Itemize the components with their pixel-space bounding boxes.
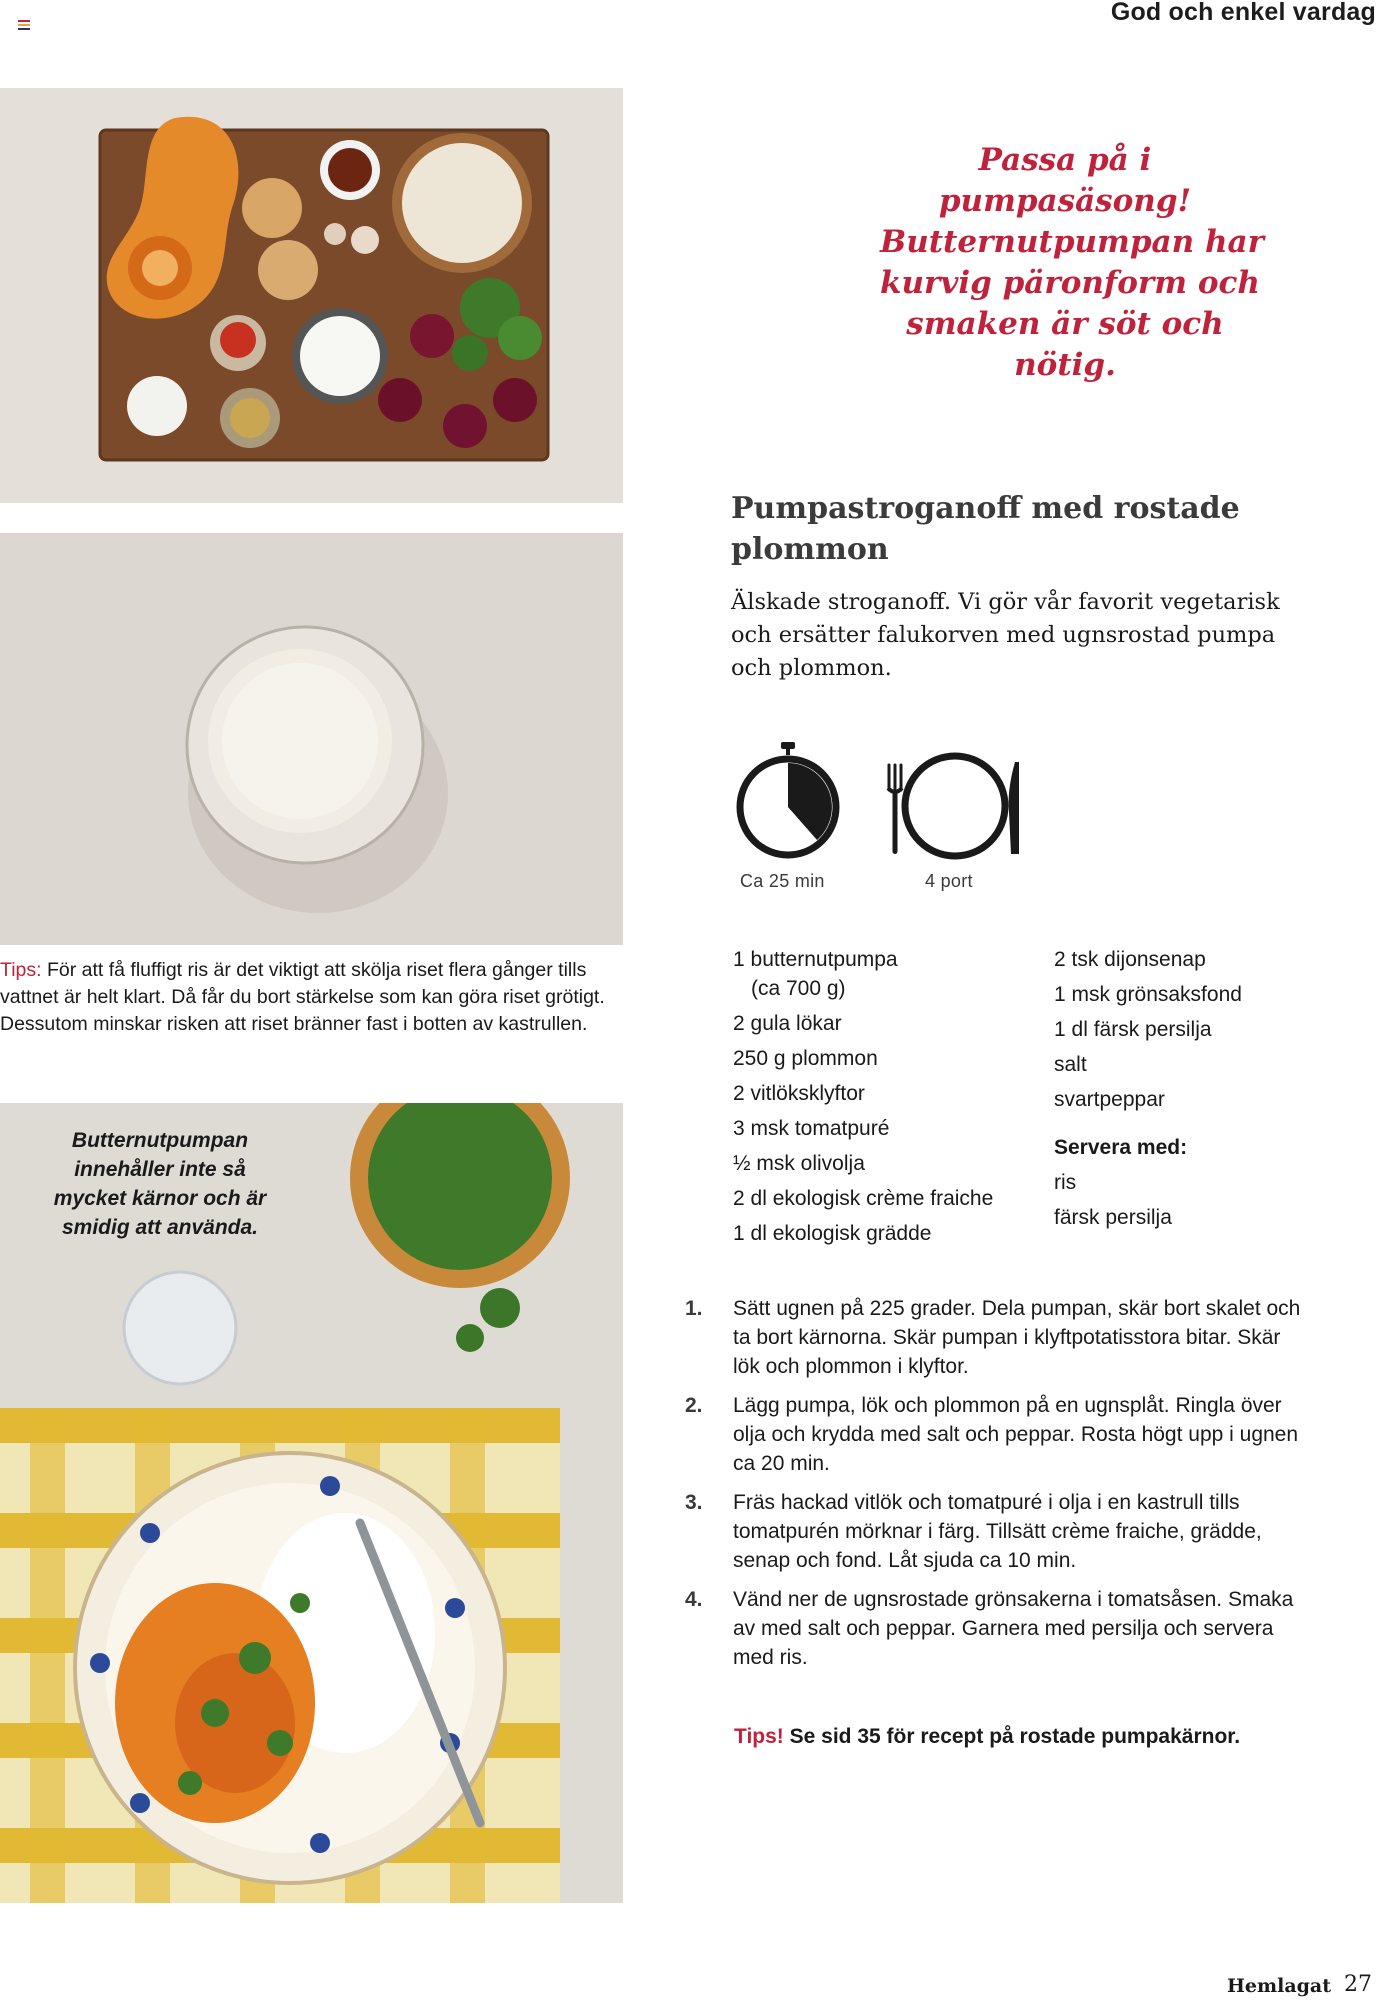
ingredient-item: 250 g plommon — [733, 1047, 878, 1070]
ingredient-item: 2 gula lökar — [733, 1012, 842, 1035]
photo-caption: Butternutpumpan innehåller inte så mycket kärnor och är smidig att använda. — [53, 1129, 267, 1239]
rice-tip-label: Tips: — [0, 959, 42, 981]
instructions-list — [685, 1294, 1305, 1682]
portions-label: 4 port — [925, 871, 973, 891]
section-title: God och enkel vardag — [1110, 0, 1376, 26]
ingredients-photo — [0, 88, 623, 503]
ingredient-item: 1 dl färsk persilja — [1054, 1018, 1212, 1041]
ingredients-list — [733, 942, 1053, 1251]
quote-line: Passa på i — [978, 142, 1152, 178]
recipe-title: Pumpastroganoff med rostade plommon — [731, 491, 1240, 567]
ingredient-item: 2 dl ekologisk crème fraiche — [733, 1187, 994, 1210]
quote-line: kurvig päronform och — [880, 265, 1260, 301]
step-number: 3. — [685, 1491, 703, 1514]
ingredient-item: ½ msk olivolja — [733, 1152, 865, 1175]
ingredient-item: 2 vitlöksklyftor — [733, 1082, 865, 1105]
quote-line: pumpasäsong! — [938, 183, 1192, 219]
time-label: Ca 25 min — [740, 871, 825, 891]
pumpkin-quote — [880, 140, 1264, 386]
ingredient-item: 1 msk grönsaksfond — [1054, 983, 1242, 1006]
instruction-step — [685, 1488, 1305, 1575]
ingredients-list-2 — [1054, 942, 1354, 1235]
serve-with-heading: Servera med: — [1054, 1136, 1188, 1159]
step-number: 1. — [685, 1297, 703, 1320]
rice-tip — [0, 957, 620, 1038]
step-text: Fräs hackad vitlök och tomatpuré i olja i en kastrull tills tomatpurén mörknar i färg. Tillsätt crème fraiche, grädde, senap och fond. Låt sjuda ca 10 min. — [733, 1491, 1262, 1572]
menu-icon[interactable] — [18, 20, 30, 32]
final-tip-label: Tips! — [734, 1725, 784, 1748]
ingredient-item: 2 tsk dijonsenap — [1054, 948, 1206, 971]
instruction-step — [685, 1294, 1305, 1381]
ingredient-item: 1 butternutpumpa — [733, 948, 898, 971]
serve-item: färsk persilja — [1054, 1206, 1172, 1229]
step-number: 2. — [685, 1394, 703, 1417]
step-text: Lägg pumpa, lök och plommon på en ugnsplåt. Ringla över olja och krydda med salt och peppar. Rosta högt upp i ugnen ca 20 min. — [733, 1394, 1299, 1475]
step-text: Vänd ner de ugnsrostade grönsakerna i tomatsåsen. Smaka av med salt och peppar. Garnera med persilja och servera med ris. — [733, 1588, 1294, 1669]
step-number: 4. — [685, 1588, 703, 1611]
quote-line: nötig. — [1014, 347, 1116, 383]
serve-item: ris — [1054, 1171, 1077, 1194]
ingredient-item: svartpeppar — [1054, 1088, 1165, 1111]
final-tip-text: Se sid 35 för recept på rostade pumpakärnor. — [783, 1725, 1241, 1748]
step-text: Sätt ugnen på 225 grader. Dela pumpan, skär bort skalet och ta bort kärnorna. Skär pumpan i klyftpotatisstora bitar. Skär lök och plommon i klyftor. — [733, 1297, 1301, 1378]
rice-bowl-photo — [0, 533, 623, 945]
quote-line: Butternutpumpan har — [880, 224, 1264, 260]
plate-cutlery-icon — [883, 750, 1025, 860]
ingredient-item: salt — [1054, 1053, 1087, 1076]
instruction-step — [685, 1585, 1305, 1672]
magazine-name: Hemlagat — [1226, 1975, 1331, 1997]
timer-icon — [733, 742, 843, 860]
instruction-step — [685, 1391, 1305, 1478]
recipe-intro: Älskade stroganoff. Vi gör vår favorit vegetarisk och ersätter falukorven med ugnsrostad pumpa och plommon. — [731, 589, 1280, 681]
ingredient-item: 1 dl ekologisk grädde — [733, 1222, 932, 1245]
rice-tip-text: För att få fluffigt ris är det viktigt att skölja riset flera gånger tills vattnet är helt klart. Då får du bort stärkelse som kan göra riset grötigt. Dessutom minskar risken att riset bränner fast i botten av kastrullen. — [0, 959, 605, 1035]
page-number: 27 — [1344, 1972, 1372, 1997]
ingredient-item: (ca 700 g) — [751, 977, 846, 1000]
ingredient-item: 3 msk tomatpuré — [733, 1117, 890, 1140]
final-tip — [734, 1725, 1240, 1749]
quote-line: smaken är söt och — [906, 306, 1224, 342]
